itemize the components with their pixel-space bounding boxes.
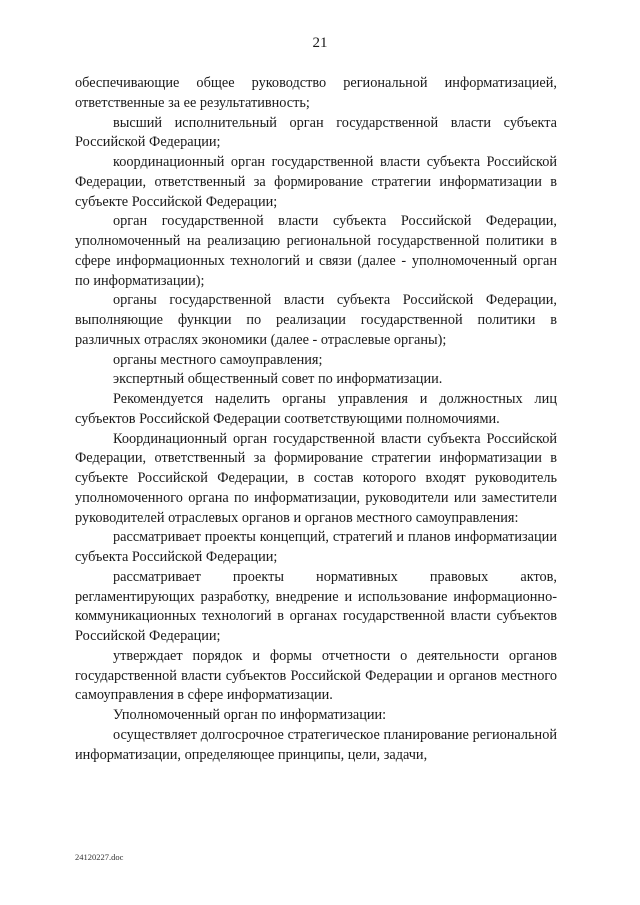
paragraph-5: органы государственной власти субъекта Российской Федерации, выполняющие функции по реализации государственной политики в различных отраслях экономики (далее - отраслевые органы); [75, 292, 557, 348]
paragraph-2: высший исполнительный орган государственной власти субъекта Российской Федерации; [75, 114, 557, 151]
paragraph-13: Уполномоченный орган по информатизации: [113, 707, 387, 723]
footer-filename: 24120227.doc [75, 852, 124, 862]
paragraph-6: органы местного самоуправления; [113, 351, 323, 368]
paragraph-1: обеспечивающие общее руководство региональной информатизацией, ответственные за ее результативность; [75, 75, 557, 111]
paragraph-14: осуществляет долгосрочное стратегическое планирование региональной информатизации, определяющее принципы, цели, задачи, [75, 726, 557, 763]
paragraph-4: орган государственной власти субъекта Российской Федерации, уполномоченный на реализацию региональной государственной политики в сфере информационных технологий и связи (далее - уполномоченный орган по информатизации); [75, 213, 557, 289]
paragraph-10: рассматривает проекты концепций, стратегий и планов информатизации субъекта Российской Федерации; [75, 529, 557, 565]
paragraph-11: рассматривает проекты нормативных правовых актов, регламентирующих разработку, внедрение и использование информационно-коммуникационных технологий в органах государственной власти субъектов Российской Федерации; [75, 568, 557, 644]
paragraph-12: утверждает порядок и формы отчетности о деятельности органов государственной власти субъектов Российской Федерации и органов местного самоуправления в сфере информатизации. [75, 647, 557, 704]
paragraph-9: Координационный орган государственной власти субъекта Российской Федерации, ответственный за формирование стратегии информатизации в субъекте Российской Федерации, в состав которого входят руководитель уполномоченного органа по информатизации, руководители или заместители руководителей отраслевых органов и органов местного самоуправления: [75, 430, 557, 526]
paragraph-7: экспертный общественный совет по информатизации. [113, 371, 443, 388]
page-number: 21 [312, 35, 328, 51]
paragraph-8: Рекомендуется наделить органы управления и должностных лиц субъектов Российской Федерации соответствующими полномочиями. [75, 391, 557, 427]
paragraph-3: координационный орган государственной власти субъекта Российской Федерации, ответственный за формирование стратегии информатизации в субъекте Российской Федерации; [75, 154, 557, 210]
document-body [75, 74, 557, 765]
